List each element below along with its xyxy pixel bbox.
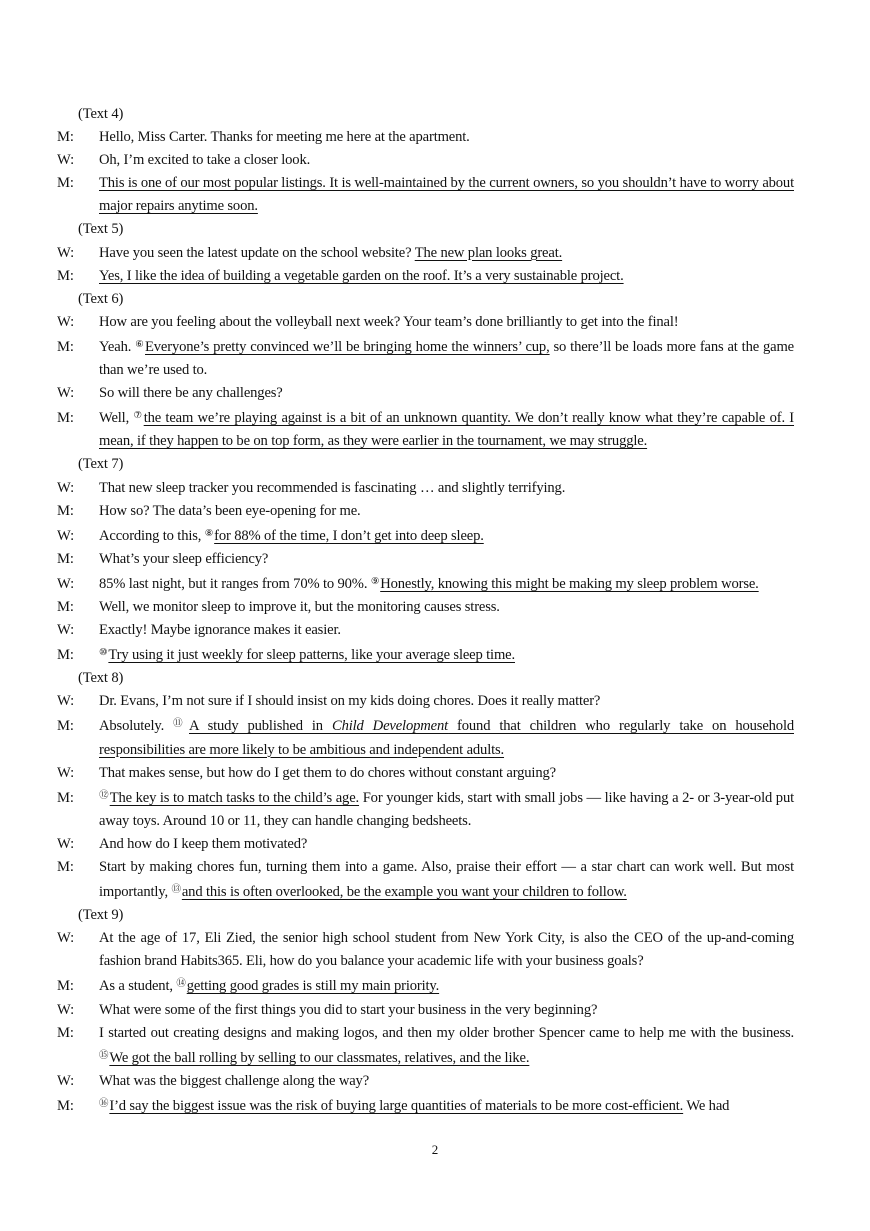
speaker-label: M: <box>57 647 74 664</box>
speaker-label: W: <box>57 152 74 169</box>
speaker-label: W: <box>57 764 74 781</box>
circled-number: ⑧ <box>204 528 214 539</box>
underlined-text: Yes, I like the idea of building a vegetable garden on the roof. It’s a very sustainable project. <box>99 267 624 284</box>
speaker-label: W: <box>57 385 74 402</box>
dialogue-text: That new sleep tracker you recommended is fascinating … and slightly terrifying. <box>99 479 566 496</box>
underlined-text: We got the ball rolling by selling to our classmates, relatives, and the like. <box>109 1049 530 1066</box>
dialogue-text: At the age of 17, Eli Zied, the senior high school student from New York City, is also the CEO of the up-and-coming fashion brand Habits365. Eli, how do you balance your academic life with your business goals? <box>99 930 794 970</box>
section-heading: (Text 5) <box>78 221 124 238</box>
dialogue-turn <box>57 856 794 904</box>
dialogue-turn <box>57 596 794 619</box>
dialogue-turn <box>57 126 794 149</box>
dialogue-text: What was the biggest challenge along the way? <box>99 1072 370 1089</box>
dialogue-text: What’s your sleep efficiency? <box>99 550 269 567</box>
dialogue-text: Hello, Miss Carter. Thanks for meeting me here at the apartment. <box>99 129 470 146</box>
dialogue-text: How so? The data’s been eye-opening for me. <box>99 502 361 519</box>
dialogue-text: That makes sense, but how do I get them to do chores without constant arguing? <box>99 764 556 781</box>
circled-number: ⑥ <box>135 339 145 350</box>
section-heading: (Text 4) <box>78 106 124 122</box>
dialogue-text: As a student, <box>99 978 177 995</box>
dialogue-text: Well, we monitor sleep to improve it, but the monitoring causes stress. <box>99 598 500 615</box>
circled-number: ⑭ <box>176 979 186 990</box>
circled-number: ⑩ <box>99 648 108 659</box>
circled-number: ⑨ <box>370 576 380 587</box>
dialogue-turn <box>57 999 794 1022</box>
underlined-text: getting good grades is still my main priority. <box>186 978 440 995</box>
circled-number: ⑬ <box>171 885 181 896</box>
speaker-label: M: <box>57 129 74 146</box>
dialogue-turn <box>57 973 794 998</box>
underlined-text: found that children who regularly take on household responsibilities are more likely to be ambitious and independent adults. <box>99 718 794 758</box>
dialogue-text: Exactly! Maybe ignorance makes it easier. <box>99 622 341 639</box>
underlined-text: I’d say the biggest issue was the risk of buying large quantities of materials to be more cost-efficient. <box>109 1097 684 1114</box>
dialogue-turn <box>57 833 794 856</box>
dialogue-turn <box>57 242 794 265</box>
dialogue-turn <box>57 762 794 785</box>
underlined-text: for 88% of the time, I don’t get into deep sleep. <box>214 527 484 544</box>
dialogue-turn <box>57 1070 794 1093</box>
dialogue-text: Yeah. <box>99 338 136 355</box>
dialogue-text: So will there be any challenges? <box>99 385 283 402</box>
speaker-label: W: <box>57 313 74 330</box>
dialogue-turn <box>57 1093 794 1118</box>
speaker-label: W: <box>57 1072 74 1089</box>
transcript <box>57 103 795 1118</box>
section-heading: (Text 7) <box>78 456 124 473</box>
dialogue-text: Have you seen the latest update on the school website? <box>99 244 415 261</box>
underlined-text: Everyone’s pretty convinced we’ll be bringing home the winners’ cup, <box>145 338 550 355</box>
dialogue-turn <box>57 548 794 571</box>
speaker-label: M: <box>57 978 74 995</box>
underlined-text: This is one of our most popular listings. It is well-maintained by the current owners, so you shouldn’t have to worry about major repairs anytime soon. <box>99 175 794 215</box>
underlined-text: The key is to match tasks to the child’s age. <box>109 789 360 806</box>
speaker-label: M: <box>57 789 74 806</box>
speaker-label: M: <box>57 410 74 427</box>
page-number: 2 <box>431 1142 439 1157</box>
dialogue-text: And how do I keep them motivated? <box>99 835 308 852</box>
underlined-text: Honestly, knowing this might be making my sleep problem worse. <box>380 575 759 592</box>
underlined-text: the team we’re playing against is a bit of an unknown quantity. We don’t really know what they’re capable of. I mean, if they happen to be on top form, as they were earlier in the tournament, we may struggle. <box>99 410 795 450</box>
dialogue-text: We had <box>683 1097 730 1114</box>
dialogue-turn <box>57 713 794 761</box>
circled-number: ⑦ <box>133 411 143 422</box>
dialogue-turn <box>57 477 794 500</box>
speaker-label: W: <box>57 622 74 639</box>
dialogue-turn <box>57 523 794 548</box>
speaker-label: M: <box>57 1024 74 1041</box>
circled-number: ⑯ <box>99 1098 109 1109</box>
dialogue-text: According to this, <box>99 527 205 544</box>
speaker-label: M: <box>57 267 74 284</box>
speaker-label: W: <box>57 835 74 852</box>
dialogue-text: Dr. Evans, I’m not sure if I should insist on my kids doing chores. Does it really matter? <box>99 693 601 710</box>
dialogue-text: Well, <box>99 410 134 427</box>
dialogue-text: Oh, I’m excited to take a closer look. <box>99 152 311 169</box>
dialogue-turn <box>57 311 794 334</box>
circled-number: ⑫ <box>99 790 109 801</box>
speaker-label: M: <box>57 718 74 735</box>
section-heading: (Text 6) <box>78 290 124 307</box>
dialogue-turn <box>57 927 794 973</box>
underlined-text: Try using it just weekly for sleep patterns, like your average sleep time. <box>108 647 515 664</box>
dialogue-turn <box>57 690 794 713</box>
speaker-label: W: <box>57 527 74 544</box>
speaker-label: M: <box>57 175 74 192</box>
section-heading: (Text 9) <box>78 907 124 924</box>
dialogue-turn <box>57 265 794 288</box>
underlined-text: and this is often overlooked, be the example you want your children to follow. <box>181 884 627 901</box>
dialogue-turn <box>57 571 794 596</box>
dialogue-turn <box>57 149 794 172</box>
underlined-text: Child Development <box>331 718 449 735</box>
speaker-label: M: <box>57 502 74 519</box>
dialogue-turn <box>57 172 794 218</box>
dialogue-text: 85% last night, but it ranges from 70% to 90%. <box>99 575 371 592</box>
dialogue-turn <box>57 1022 794 1070</box>
section-heading: (Text 8) <box>78 670 124 687</box>
dialogue-turn <box>57 405 795 453</box>
dialogue-text: What were some of the first things you did to start your business in the very beginning? <box>99 1001 598 1018</box>
speaker-label: W: <box>57 479 74 496</box>
dialogue-text: For younger kids, start with small jobs — like having a 2- or 3-year-old put away toys. Around 10 or 11, they can handle changing bedsheets. <box>99 789 794 829</box>
dialogue-turn <box>57 334 795 382</box>
dialogue-turn <box>57 382 794 405</box>
dialogue-text: so there’ll be loads more fans at the game than we’re used to. <box>99 338 795 379</box>
speaker-label: M: <box>57 338 74 355</box>
dialogue-text: Start by making chores fun, turning them into a game. Also, praise their effort — a star chart can work well. But most importantly, <box>99 859 794 901</box>
speaker-label: M: <box>57 550 74 567</box>
dialogue-text: Absolutely. <box>99 718 174 735</box>
dialogue-text: How are you feeling about the volleyball next week? Your team’s done brilliantly to get into the final! <box>99 313 679 330</box>
speaker-label: W: <box>57 930 74 947</box>
dialogue-turn <box>57 500 794 523</box>
dialogue-turn <box>57 619 794 642</box>
speaker-label: M: <box>57 598 74 615</box>
dialogue-turn <box>57 642 794 667</box>
dialogue-text: I started out creating designs and making logos, and then my older brother Spencer came to help me with the business. <box>99 1024 794 1041</box>
circled-number: ⑪ <box>173 719 188 730</box>
underlined-text: The new plan looks great. <box>414 244 563 261</box>
underlined-text: A study published in <box>189 718 332 735</box>
dialogue-turn <box>57 785 794 833</box>
speaker-label: W: <box>57 244 74 261</box>
speaker-label: W: <box>57 1001 74 1018</box>
speaker-label: M: <box>57 1097 74 1114</box>
circled-number: ⑮ <box>99 1050 109 1061</box>
speaker-label: M: <box>57 859 74 875</box>
speaker-label: W: <box>57 575 74 592</box>
speaker-label: W: <box>57 693 74 710</box>
